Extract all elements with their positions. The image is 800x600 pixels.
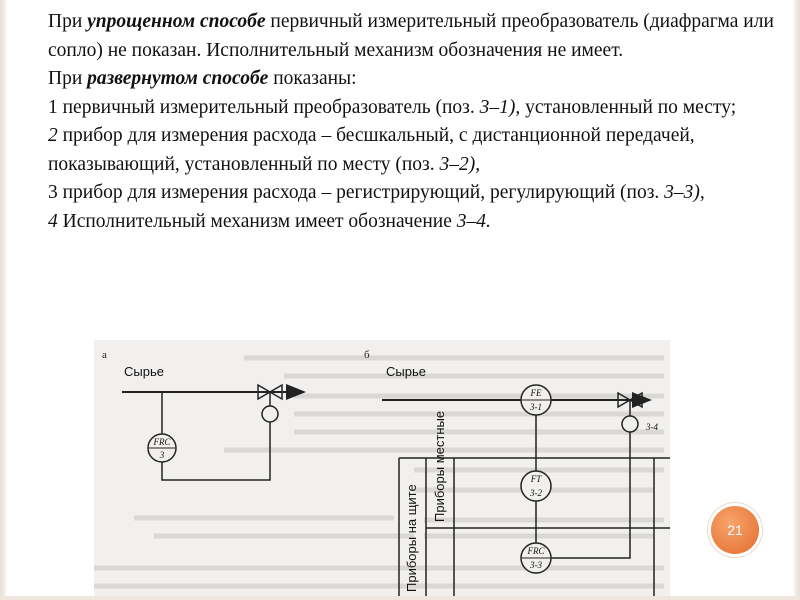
item1-ref: 3–1), (479, 96, 521, 118)
p2-after: показаны: (268, 68, 357, 89)
bottom-frame-border (0, 596, 800, 600)
p2-before: При (48, 68, 88, 89)
scheme-b-fe-element (521, 385, 551, 415)
frc-b-text: FRC (527, 546, 545, 556)
scanned-diagram (94, 340, 670, 596)
row-local-label: Приборы местные (432, 410, 447, 522)
list-item-3 (12, 179, 788, 208)
paragraph-simplified-method (12, 8, 788, 65)
automation-scheme-diagram (94, 340, 670, 596)
list-item-4 (12, 208, 788, 237)
row-panel-label: Приборы на щите (404, 484, 419, 592)
scheme-b-label: б (364, 349, 370, 361)
item2-ref: 3–2), (439, 153, 481, 175)
frc-b-num: 3-3 (530, 560, 542, 570)
list-item-2 (12, 122, 788, 179)
scheme-a-frc-text: FRC (153, 437, 171, 447)
item4-text: Исполнительный механизм имеет обозначение (57, 210, 457, 232)
item2-number: 2 (48, 125, 58, 146)
item3-number: 3 (48, 182, 58, 203)
list-item-1 (12, 94, 788, 123)
scheme-a-raw-label: Сырье (124, 364, 164, 379)
fe-num: 3-1 (530, 402, 542, 412)
p2-emphasis: развернутом способе (87, 68, 269, 89)
item3-text: прибор для измерения расхода – регистрирующий, регулирующий (поз. (57, 182, 665, 203)
item1-text: первичный измерительный преобразователь (поз. (57, 96, 480, 118)
ft-num: 3-2 (530, 488, 542, 498)
paragraph-expanded-method (12, 65, 788, 94)
item1-after: установленный по месту; (520, 96, 737, 118)
scheme-a-label: а (102, 349, 107, 361)
page-number: 21 (727, 522, 743, 538)
p1-emphasis: упрощенном способе (87, 11, 266, 32)
item4-number: 4 (48, 210, 58, 232)
item1-number: 1 (48, 96, 58, 118)
item4-ref: 3–4. (456, 210, 491, 232)
slide-text (12, 8, 788, 236)
fe-text: FE (530, 388, 542, 398)
item2-text: прибор для измерения расхода – бесшкальный, с дистанционной передачей, показывающий, установленный по месту (поз. (48, 125, 695, 175)
item3-ref: 3–3), (664, 182, 705, 203)
p1-after: первичный измерительный преобразователь (диафрагма или сопло) не показан. Исполнительный механизм обозначения не имеет. (48, 11, 774, 61)
p1-before: При (48, 11, 88, 32)
page-number-badge (711, 506, 759, 554)
scheme-a-valve (258, 385, 282, 422)
scheme-a-frc-num: 3 (159, 450, 165, 460)
valve-position-label: 3-4 (646, 422, 658, 432)
left-frame-border (0, 0, 6, 600)
right-frame-border (794, 0, 800, 600)
scheme-b-raw-label: Сырье (386, 364, 426, 379)
ft-text: FT (530, 474, 542, 484)
